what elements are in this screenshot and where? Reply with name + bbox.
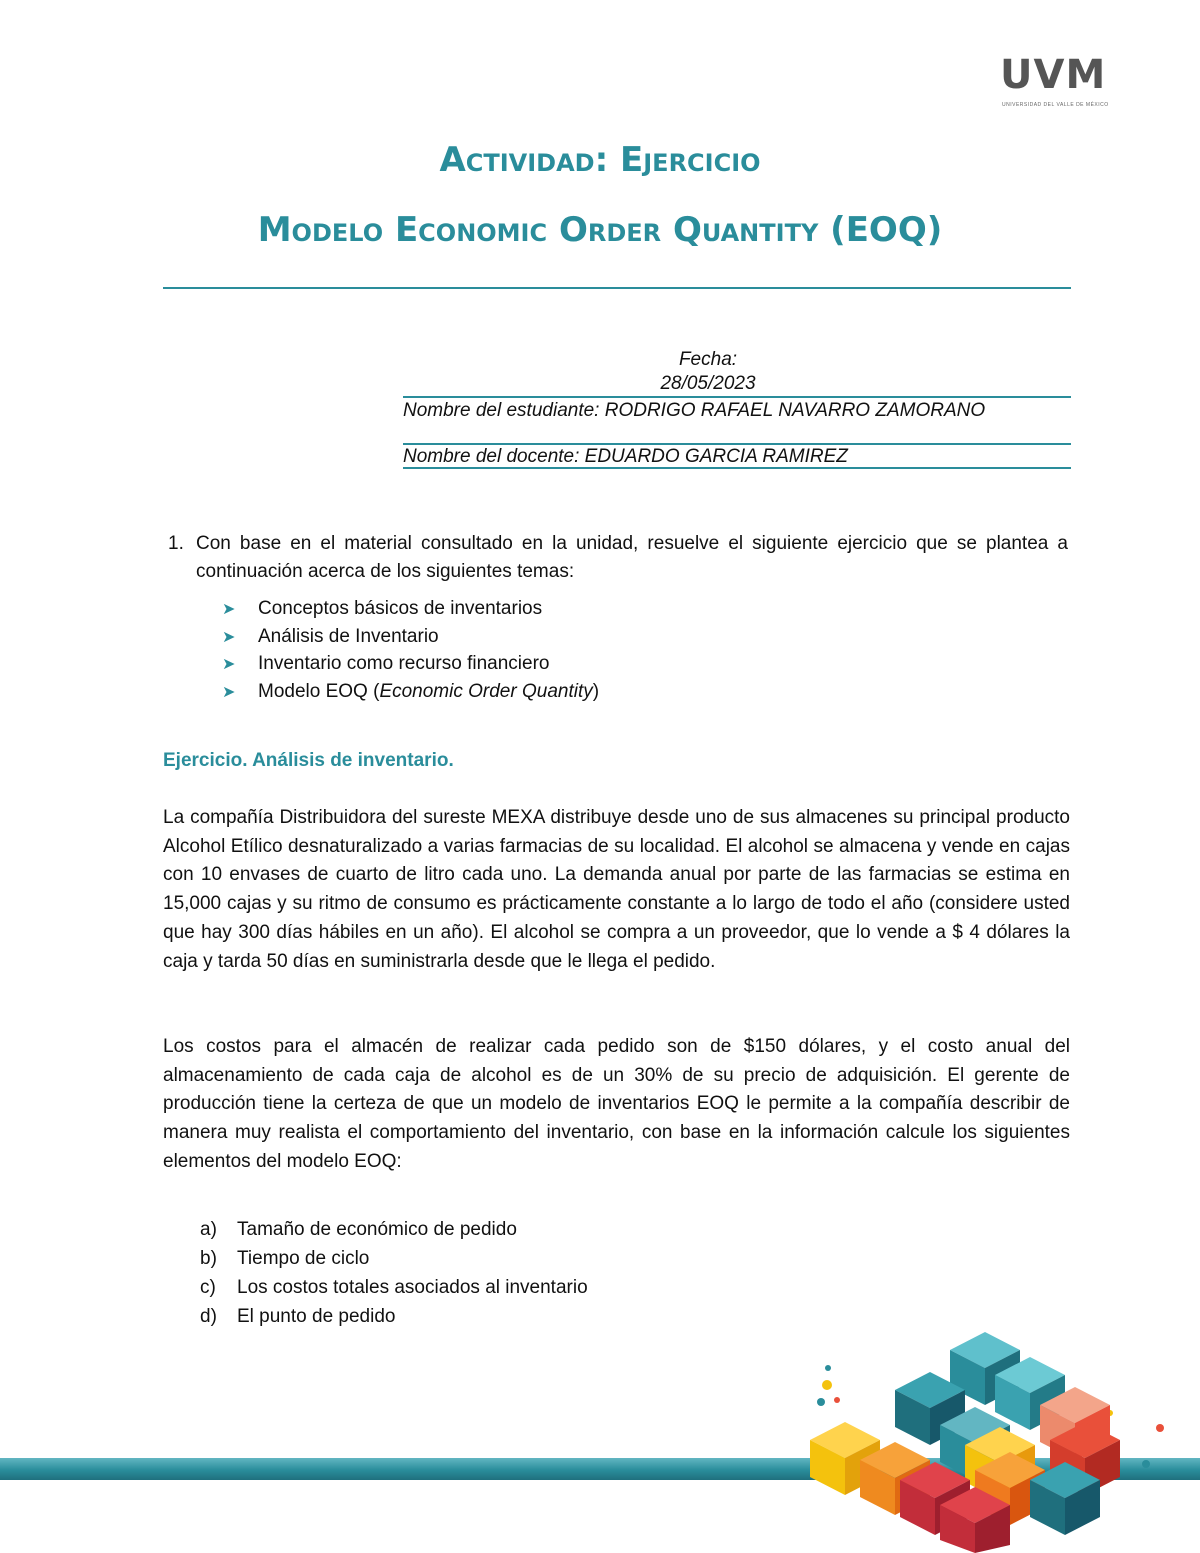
list-item	[200, 1244, 588, 1273]
item-letter: b)	[200, 1248, 217, 1269]
title-divider	[163, 287, 1071, 289]
page-subtitle: Modelo Economic Order Quantity (EOQ)	[257, 210, 943, 250]
arrow-bullet-icon: ➤	[222, 683, 236, 701]
topic-italic: Economic Order Quantity	[379, 680, 593, 702]
arrow-bullet-icon: ➤	[222, 601, 236, 618]
student-name: Nombre del estudiante: RODRIGO RAFAEL NAVARRO ZAMORANO	[403, 400, 986, 421]
arrow-bullet-icon: ➤	[222, 628, 236, 646]
question-text: Con base en el material consultado en la unidad, resuelve el siguiente ejercicio que se plantea a continuación acerca de los siguientes temas:	[196, 533, 1068, 582]
question-1	[168, 530, 1068, 586]
exercise-title: Ejercicio. Análisis de inventario.	[163, 750, 454, 771]
info-divider-3	[403, 467, 1071, 469]
item-letter: c)	[200, 1277, 216, 1298]
list-item	[222, 650, 599, 678]
list-item	[222, 623, 599, 651]
exercise-items	[200, 1215, 588, 1331]
item-letter: a)	[200, 1219, 217, 1240]
exercise-paragraph-2: Los costos para el almacén de realizar cada pedido son de $150 dólares, y el costo anual del almacenamiento de cada caja de alcohol es de un 30% de su precio de adquisición. El gerente de producción tiene la certeza de que un modelo de inventarios EOQ le permite a la compañía describir de manera muy realista el comportamiento del inventario, con base en la información calcule los siguientes elementos del modelo EOQ:	[163, 1036, 1070, 1172]
topic-label: Análisis de Inventario	[258, 625, 439, 647]
list-item	[222, 678, 599, 706]
logo-subtext: UNIVERSIDAD DEL VALLE DE MÉXICO	[1002, 102, 1109, 108]
list-item	[200, 1273, 588, 1302]
item-text: Tamaño de económico de pedido	[237, 1219, 517, 1240]
item-text: Los costos totales asociados al inventario	[237, 1277, 588, 1298]
list-item	[222, 595, 599, 623]
decorative-cubes-graphic	[800, 1330, 1200, 1553]
list-item	[200, 1302, 588, 1331]
date-value: 28/05/2023	[660, 373, 756, 394]
arrow-bullet-icon: ➤	[222, 656, 236, 673]
info-divider-1	[403, 396, 1071, 398]
logo-text: UVM	[1000, 52, 1107, 98]
info-divider-2	[403, 443, 1071, 445]
topic-label: Conceptos básicos de inventarios	[258, 598, 543, 619]
page-title: Actividad: Ejercicio	[439, 140, 761, 180]
uvm-logo	[1000, 52, 1122, 108]
topics-list	[222, 595, 599, 705]
teacher-name: Nombre del docente: EDUARDO GARCIA RAMIREZ	[403, 446, 848, 467]
item-text: Tiempo de ciclo	[237, 1248, 370, 1269]
date-label: Fecha:	[678, 349, 738, 370]
topic-prefix: Modelo EOQ (	[258, 680, 380, 702]
list-item	[200, 1215, 588, 1244]
topic-suffix: )	[592, 680, 600, 702]
question-number: 1.	[168, 533, 184, 554]
topic-label: Inventario como recurso financiero	[258, 653, 550, 674]
item-letter: d)	[200, 1306, 217, 1327]
exercise-paragraph-1: La compañía Distribuidora del sureste MEXA distribuye desde uno de sus almacenes su principal producto Alcohol Etílico desnaturalizado a varias farmacias de su localidad. El alcohol se almacena y vende en cajas con 10 envases de cuarto de litro cada uno. La demanda anual por parte de las farmacias se estima en 15,000 cajas y su ritmo de consumo es prácticamente constante a lo largo de todo el año (considere usted que hay 300 días hábiles en un año). El alcohol se compra a un proveedor, que lo vende a $ 4 dólares la caja y tarda 50 días en suministrarla desde que le llega el pedido.	[163, 807, 1070, 972]
item-text: El punto de pedido	[237, 1306, 396, 1327]
